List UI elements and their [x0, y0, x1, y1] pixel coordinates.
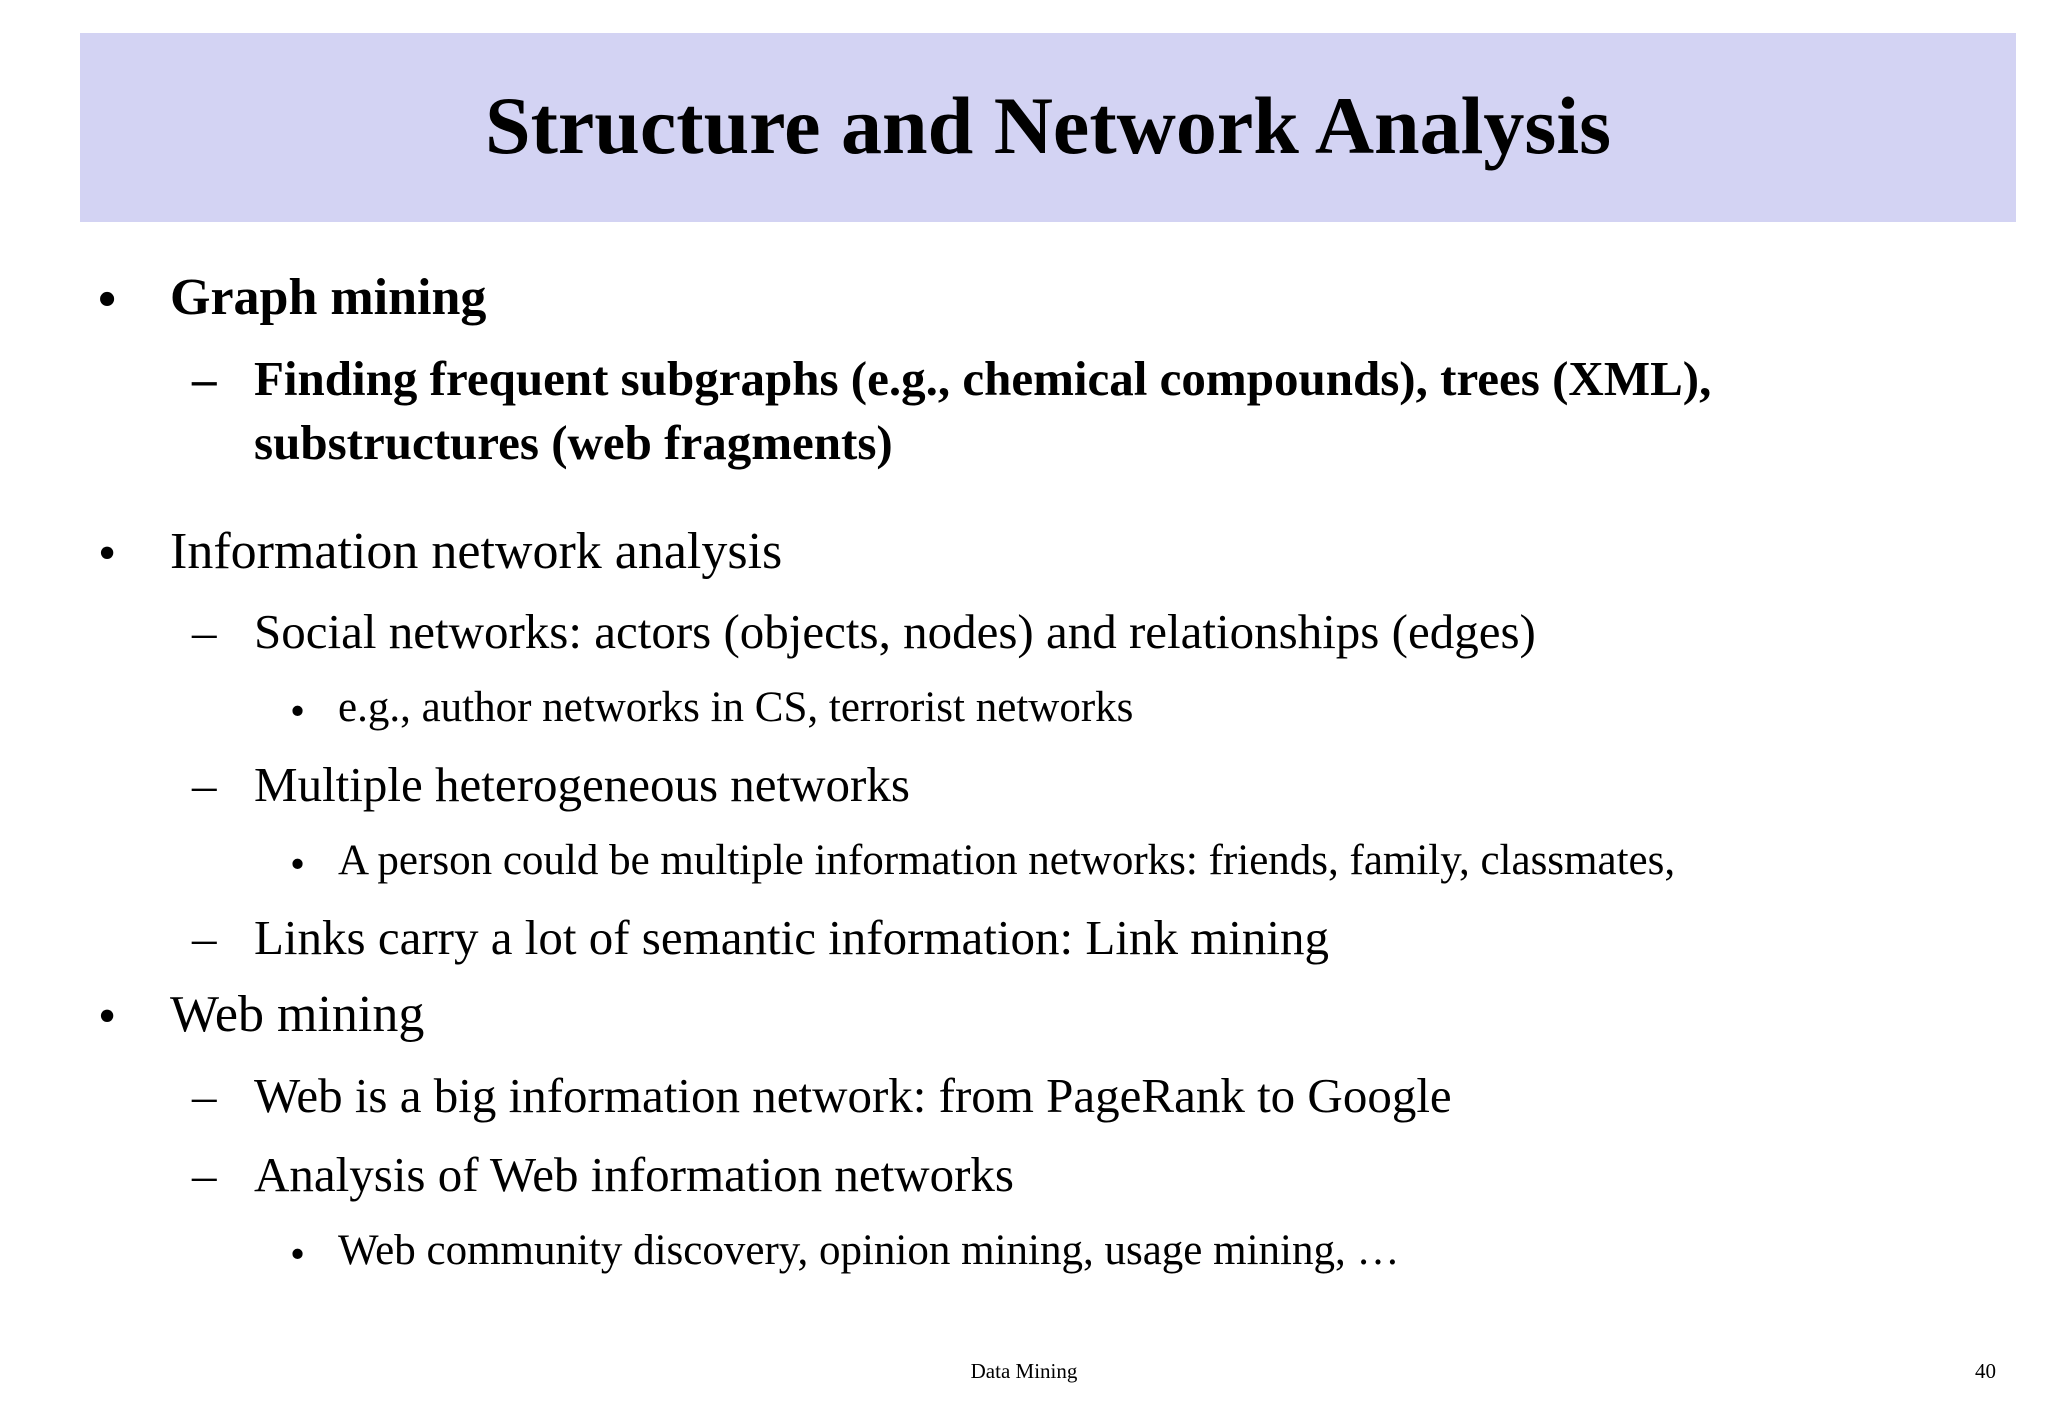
- subitem-web-information-networks: Analysis of Web information networks: [254, 1147, 1014, 1202]
- slide-title: Structure and Network Analysis: [484, 79, 1612, 171]
- dash-marker: –: [192, 351, 217, 406]
- bullet-marker: •: [98, 525, 117, 582]
- bullet-marker: •: [98, 271, 117, 328]
- subsubitem-author-networks: e.g., author networks in CS, terrorist networks: [338, 684, 1134, 731]
- sub-bullet-marker: •: [290, 1231, 306, 1278]
- subitem-link-mining: Links carry a lot of semantic information: Link mining: [254, 910, 1330, 965]
- dash-marker: –: [192, 910, 217, 965]
- bullet-web-mining: Web mining: [170, 986, 425, 1043]
- dash-marker: –: [192, 604, 217, 659]
- subsubitem-web-community: Web community discovery, opinion mining, usage mining, …: [338, 1227, 1400, 1274]
- bullet-marker: •: [98, 988, 117, 1045]
- subsubitem-person-networks: A person could be multiple information networks: friends, family, classmates,: [338, 837, 1676, 884]
- footer-title: Data Mining: [970, 1359, 1078, 1383]
- dash-marker: –: [192, 1068, 217, 1123]
- title-band: [80, 33, 2016, 222]
- sub-bullet-marker: •: [290, 688, 306, 735]
- subitem-social-networks: Social networks: actors (objects, nodes) and relationships (edges): [254, 604, 1536, 659]
- page-number: 40: [1975, 1359, 1996, 1383]
- bullet-information-network-analysis: Information network analysis: [170, 523, 783, 580]
- subitem-heterogeneous-networks: Multiple heterogeneous networks: [254, 757, 910, 812]
- dash-marker: –: [192, 1147, 217, 1202]
- dash-marker: –: [192, 757, 217, 812]
- bullet-graph-mining: Graph mining: [170, 269, 487, 326]
- subitem-frequent-subgraphs: Finding frequent subgraphs (e.g., chemical compounds), trees (XML),: [254, 351, 1712, 406]
- subitem-frequent-subgraphs-cont: substructures (web fragments): [254, 415, 893, 470]
- subitem-pagerank: Web is a big information network: from PageRank to Google: [254, 1068, 1452, 1123]
- sub-bullet-marker: •: [290, 841, 306, 888]
